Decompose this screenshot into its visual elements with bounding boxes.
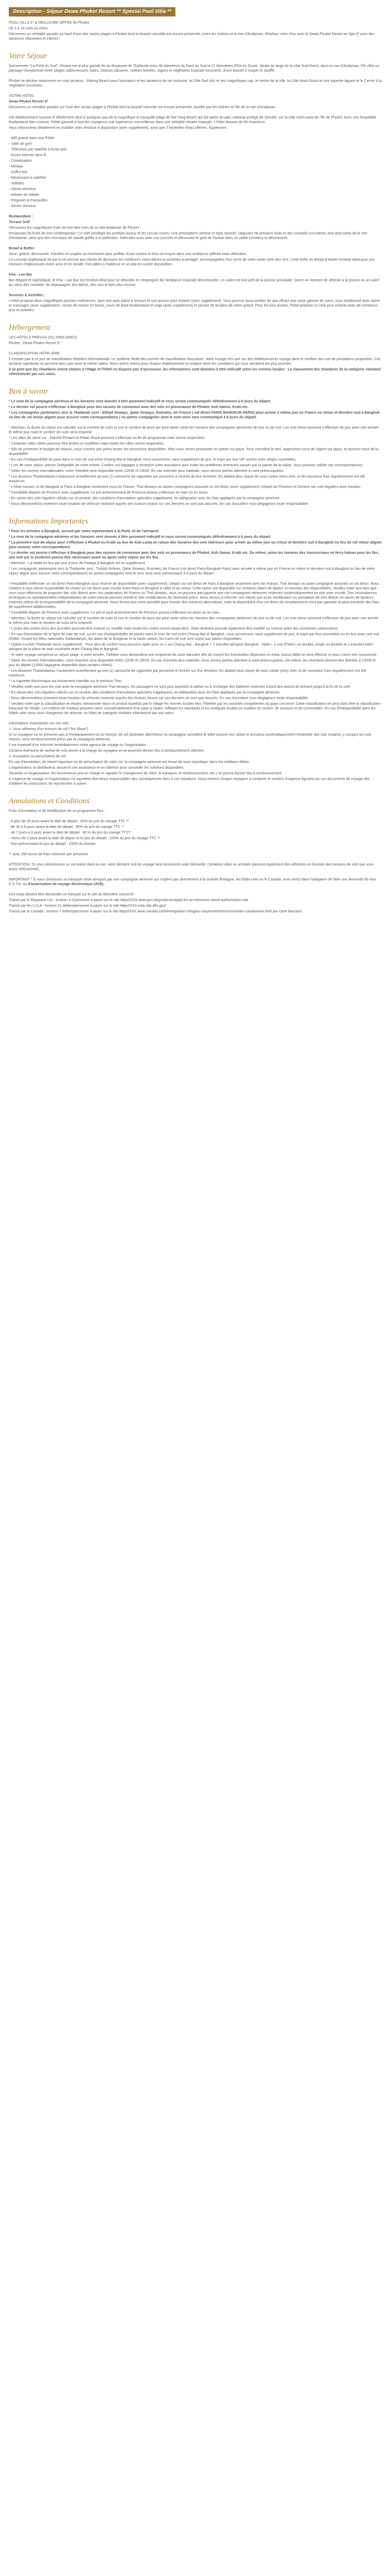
note-line: * Le nom de la compagnie aérienne et les horaires vont donnés à titre purement indicatif et vous seront communiqués définitivement à 8 jours du départ. xyxy=(9,400,271,403)
paragraph: Phuket se décline notamment en cinq secteurs : Patong Beach pour l'animation et les amateurs de vie nocturne, la Côte Sud chic et ses magnifiques cap, le centre de la ville, la Côte Nord-Ouest et une superbe lagune et le Centre à la végétation luxuriante. xyxy=(9,79,382,88)
section-votre-sejour xyxy=(9,64,382,313)
list-item: - Toilettes xyxy=(9,182,24,185)
attention-label: ATTENTION ! xyxy=(9,863,31,867)
section-annulations xyxy=(9,809,382,914)
paragraph: Bar élégant et sophistiqué, le Kha - Lao Bar est l'endroit idéal pour se détendre et s'imprégner de l'ambiance tropicale décontractée. Le cadre est tout prêt de la piscine principale. Dorez un moment de détente à la piscine ou un soleil au cœur des cocktails, du champagne, des bières, des vins et bien plus encore. xyxy=(9,279,380,287)
section-title-bon-a-savoir: Bon à savoir xyxy=(9,387,48,396)
cancellation-line: - Non-présentation le jour du départ : 100% du dossier xyxy=(9,842,96,846)
info-line: * Le dernier vol pourra s'effectuer à Bangkok pour des raisons de connexion avec des vols en provenance de Phuket, Koh Samui, Krabi etc. De même, selon les horaires des transversaux en ferry bateau pour les îles, une nuit sur le continent pourra être nécessaire avant ou après votre séjour sur les îles. xyxy=(9,551,379,560)
note-line: * L'hôtel suivant, et de Bangkok et Paris à Bangkok seulement vous Air France, Thaï Airways ou autres compagnies assurant un vol direct (avec supplément). Départ de Province et Genève sur vols réguliers avec escales. xyxy=(9,485,362,489)
paragraph: Découvrez les magnifiques fruits de mer des rives de la côte Andaman de Phuket ! xyxy=(9,226,141,230)
info-line: * Possibilité départs de Province avec supplément. Le pré et post acheminement de Province pourra s'effectuer en avion ou en train. xyxy=(9,611,221,615)
section-title-votre-sejour: Votre Séjour xyxy=(9,52,47,60)
flight-info-heading: Informations importantes sur vos vols : xyxy=(9,722,71,725)
section-title-hebergement: Hébergement xyxy=(9,324,51,332)
visa-link-uk[interactable]: Transit par le Royaume-Uni : environ 4 £/personne à payer sur le site https//XXX.www.gov.uk/guidance/apply-for-an-electronic-travel-authorisation-eta xyxy=(9,899,248,902)
paragraph-bold: Il se peut que les chambres soient situées à l'étage et l'hôtel ne dispose pas d'ascenseur, les informations sont données à titre indicatif selon les normes locales : Le classement des chambres de la catégorie standard sélectionnée par nos soins. xyxy=(9,368,381,376)
section-title-informations: Informations Importantes xyxy=(9,517,88,526)
list-item: - Sèche-cheveux xyxy=(9,205,36,208)
intro-line: POOL VILLA 5* & MEILLEURE OFFRE de Phuket xyxy=(9,21,89,25)
info-line: * Option Confort Thaïlande (avec supplément) : Pour plus de confort nous pouvons opter pour un 1 vol Chiang Mai - Bangkok + 1 transfert aéroport Bangkok - hôtel + 1 nuit d'hôtel ( en double, single ou double) et 1 transfert hôtel - aéroport de la place du train couchette entre Chiang Mai et Bangkok. xyxy=(9,643,376,651)
hotel-name: Dewa Phuket Resort 5* xyxy=(9,100,48,104)
note-line: * Nous déconseillons vivement toute location de véhicule motorisé auprès des loueurs locaux sur ces derniers ne sont pas assurés. En cas d'accident nous dégageons toute responsabilité. xyxy=(9,502,309,506)
list-item: - Nécessaire à café/thé xyxy=(9,176,46,180)
info-line: * Possibilité d'effectuer un vol direct Paris-Bangkok sous réserve de disponibilité (avec supplément). Départ sur vol direct de Paris à Bangkok seulement avec Air France, Thaï Airways ou autre compagnie assurant un vol direct. Nous mettons à tous clients la possibilité de choisir un vol direct avec escale entre Paris et Bangkok à l'aller et au retour. Cette option est disponible sur certaines dates de départ, en fonction des disponibilités. Veuillez noter que bien que nous nous efforcions de proposer des vols directs avec nos partenaires Air France ou Thaï Airways, nous ne pouvons pas garantir que ces compagnies aériennes resteront systématiquement en vols avec escale. Des circonstances techniques ou opérationnelles indépendantes de notre volonté peuvent entraîner des modifications de l'itinéraire prévu. Nous tenons à informer nos clients que toute modification ou annulation de vols directs en raison de facteurs externes relève de la responsabilité de la compagnie aérienne. Nous ferons tout notre possible pour trouver des solutions alternatives, mais la disponibilité d'un vol direct de remplacement n'est pas garantie et peut entraîner des frais de supplément additionnelles. xyxy=(9,582,379,609)
list-item: - Climatisation xyxy=(9,159,32,163)
note-line: * En raison des vols réguliers utilisés sur ce produit, des conditions d'annulation spéciales s'appliquent, en adéquation avec les frais appliqués par la compagnie aérienne. xyxy=(9,497,281,500)
important-bold: d'autorisation de voyage électronique (AVE). xyxy=(27,883,105,886)
info-line: * Veuillez noter que pour les vols avec la compagnie aérienne Thaï Airways, les passagers ne sont plus autorisés à utiliser ou à recharger des batteries externes à bord des avions de présent jusqu'à la fin de la volé. xyxy=(9,685,351,689)
list-item: - Wifi gratuit dans tout l'hôtel xyxy=(9,137,55,140)
flight-info-line: 1. Vous utiliserez d'un tronçon de vol ("No Show") xyxy=(9,727,88,731)
info-line: * Attention, la durée du séjour est calculée sur le nombre de nuits et non le nombre de jours qui peut varier selon les horaires des compagnies aériennes de jour ou de nuit. Les vols retour pourront s'effectuer de jour avec une arrivée le même jour mais le nombre de nuits sera respecté. xyxy=(9,617,379,625)
cancellation-intro: Frais d'annulation et de Modification de ce programme Flex : xyxy=(9,809,106,813)
info-line: * En cas d'annulation de la ligne de train de nuit, ou en cas d'indisponibilité de places dans le train de nuit entre Chiang Mai et Bangkok, nous assurerons, sans supplément de prix, le trajet par bus couchettes ou en bus avec une nuit d'hôtel. Durant les fêtes nationales thaïlandaises, les dates de la Songkran et la haute saison, les trains de nuit sont sujets aux places disponibles. xyxy=(9,633,379,641)
important-label: IMPORTANT ! xyxy=(9,878,32,882)
note-line: * Les douanes Thaïlandaises n'autorisent actuellement qu'une (1) cartouche de cigarettes par personne à l'entrée de leur territoire. En abattre plus risque de vous coûter (très) cher, et de nouveaux frais régulièrement ont été maximum. xyxy=(9,475,365,483)
list-item: - Accès Internet sans fil xyxy=(9,154,46,157)
intro-line: De 5 à 14 nuits au choix. xyxy=(9,27,49,30)
note-line: * Les compagnies partenaires vers la Thaïlande sont : Etihad Airways, Qatar Airways, Emirates, Air France ( vol direct PARIS BANGKOK-PARIS) pour arriver à même jour en France ou retour et dernière nuit à Bangkok ou lieu de vol retour aligner pour assurer votre correspondance ( ou autres compagnies dont le nom vous sera communiqué à 8 jours du départ. xyxy=(9,411,380,419)
info-line: * Nous déconseillons vivement toute location de véhicule motorisé auprès des loueurs locaux car ces derniers ne sont pas assurés. En cas d'accident nous dégageons toute responsabilité. xyxy=(9,697,309,700)
list-item: - Minibar xyxy=(9,165,23,168)
info-line: * Les douanes Thaïlandaises n'autorisent actuellement qu'une (1) cartouche de cigarettes par personne à l'entrée sur leur territoire. En abattre plus risque de vous coûter (très) cher, et de nouveaux frais régulièrement ont été maximum. xyxy=(9,669,366,677)
note-line: * Selon les normes internationales, votre chambre sera disponible entre 12h30 et 15h00. En cas d'arrivée plus matinale, nous serons parfois attentive à votre préoccupation. xyxy=(9,469,285,473)
note-line: * Afin de préserver le budget de chacun, nous n'avons pas prévu toutes les excursions disponibles, elles vous seront proposées en option sur place. Pour connaître le tarif, rapprochez-vous de l'agent sur place, et assurez-vous de la disponibilité. xyxy=(9,448,379,456)
paragraph: Servi, gratuit, découverte. Familles et couples se réunissent pour profiter d'une cuisine et d'un vin exquis dans une ambiance raffinée mais détendue. xyxy=(9,252,247,256)
info-line: * Selon les normes internationales, votre chambre sera disponible entre 12h30 et 15h00. En cas d'arrivée plus matinale, nous serons parfois attentive à votre préoccupation. De même, les chambres doivent être libérées à 12h00 le jour du départ (12h00 bagagerie disponible dans certains hôtels). xyxy=(9,659,376,667)
cancellation-line: - de 7 jours à 3 jours avant la date de départ : 90 % du prix du voyage TTC** xyxy=(9,831,132,835)
flight-info-line: Il n'agence de voyage ni l'organisateur ne sauraient être tenus responsables des conséquences liées à ces situations. Nous restons chaque voyageur à contacter le numéro d'urgence figurant sur ses documents de voyage afin d'obtenir les instructions de reprotection à suivre. xyxy=(9,777,370,786)
info-line: * La cigarette électronique est strictement interdite sur le territoire Thaï. xyxy=(9,680,123,683)
flight-info-line: En cas d'annulation, de retard important ou de perturbation de votre vol, la compagnie aérienne est tenue de vous reprotéger dans les meilleurs délais. xyxy=(9,760,250,764)
intro-line: Découvrez un véritable paradis au bord d'une des seules plages à Phuket dont la beauté naturelle est encore préservée, entre les rizières et la mer d'Andaman. Réalisez votre rêve avec le Dewa Phuket Resort en Spa 5* pour des vacances relaxantes et intimes ! xyxy=(9,32,374,41)
paragraph: Cet établissement luxueux et idéalement situé à quelques pas de la magnifique et tranquille plage de Nai Yang Beach qui fait partie du parc national protégé de Sirinath, sur la côte nord-ouest de l'île de Phuket. Avec son hospitalité thaïlandaise bien connue, l'hôtel garantit à tous les voyageurs une expérience merveilleuse dans une véritable retraite tropicale. L'hôtel dispose de 95 chambres. xyxy=(9,116,376,124)
info-line: * L'ordre des visites et/ou des journées pourront être inversé ou modifié mais toutes les visites seront respectées. Votre itinéraire pourrait également être modifié ou inversé selon les contraintes saisonnières. xyxy=(9,627,339,631)
info-line: * Si votre voyage comprend un séjour plage, à votre arrivée, l'hôtelier vous demandera une empreinte de carte bancaire afin de couvrir les éventuelles dépenses en extra. Aucun débit ne sera effectué si vous n'avez rien consommé. xyxy=(9,653,378,657)
list-item: - Salle de gym xyxy=(9,142,32,146)
cancellation-line: - A plus de 30 jours avant la date de départ : 60% du prix du voyage TTC ** xyxy=(9,820,129,823)
important-note xyxy=(9,877,382,887)
intro-block xyxy=(9,21,382,41)
paragraph: Vous séjournerez idéalement en mobilier avec terrasse à disposition (avec supplément), ainsi que 2 bouteilles d'eau offertes. Également : xyxy=(9,126,229,130)
note-line: * Certaines villes citées pourront être levées et modifiées mais toutes les villes seront respectées. xyxy=(9,442,165,446)
note-line: * Le dernier vol pourra s'effectuer à Bangkok pour des raisons de connexion avec des vols en provenance de Phuket, Koh Samui, Krabi etc. xyxy=(9,405,249,409)
section-informations xyxy=(9,529,382,786)
note-line: * Possibilité départs de Province avec supplément. Le pré acheminement de Province pourra s'effectuer en train ou en avion. xyxy=(9,491,209,495)
info-line: * Pour les arrivées à Bangkok, accueil par notre représentant à la Porte 10 de l'aéroport. xyxy=(9,530,159,533)
restaurant-heading: Restauration : xyxy=(9,215,34,218)
flight-info-line: Si un voyageur ne se présente pas à l'embarquement ou un tronçon de vol (itinéraire aller/retour) la compagnie considère le billet comme non utilisé et annulera systématiquement l'ensemble des vols restants, y compris les vols retours, sans remboursement prévu par la compagnie aérienne. xyxy=(9,733,371,741)
attention-text: Si vous sélectionnez un vol retour dans la nuit, votre dernière nuit de voyage sera recouverte votre demande. Certaines villes ou activités pourront également être affectées en fonction des horaires de vols que vous aurez sélectionnés. xyxy=(9,863,374,871)
attention-note xyxy=(9,862,382,872)
flight-info-line: Toutefois si l'organisateur, les fournisseurs pris en charge et signaler le changement de hôtel, le transport, le remboursement, etc.) ne pourra donner lieu à remboursement. xyxy=(9,772,283,775)
subheading: LES HÔTELS PRÉVUS (OU SIMILAIRES) xyxy=(9,336,77,340)
cancellation-footnote: ** avec 250 euros de frais minimum par personne xyxy=(9,853,88,856)
visa-links-heading: Ces visas doivent être demandés en français sur le site du Ministère concerné : xyxy=(9,893,136,896)
flight-info-line: 2. Annulation ou perturbation de vol xyxy=(9,755,66,758)
paragraph: Il n'existe pas à ce jour de classification hôtelière internationale. Le système étoilé des normes de classification françaises. Votre voyage très axé sur des établissements voyage dans le meilleur des cas de prestations proposées. Ces services standards ne peuvent donc pas avoir la même valeur. Nous avons retenu pour chaque établissement la notation dans les conditions qui nous semblent les plus proches. xyxy=(9,358,381,366)
section-hebergement xyxy=(9,335,382,377)
list-item: - Coffre-fort xyxy=(9,171,27,174)
flight-info-line: Certains éventuels de rachat de vols seront à la charge du voyageur et ne pourront donner lieu à remboursement ultérieur. xyxy=(9,749,205,753)
list-item: - Peignoirs & Pantoufles xyxy=(9,199,48,202)
cancellation-line: - de 30 à 8 jours avant la date de départ : 80% du prix du voyage TTC ** xyxy=(9,825,125,829)
section-bon-a-savoir xyxy=(9,399,382,506)
bar-heading: Kha - Lao Bar xyxy=(9,273,32,277)
subheading: CLASSIFICATION HÔTELIÈRE xyxy=(9,352,60,355)
paragraph: Découvrez un véritable paradis sur l'une des seules plages à Phuket dont la beauté naturelle est encore préservée, bordée par les rizières et l'île de la mer d'Andaman. xyxy=(9,106,276,109)
list-item: - Sèche-cheveux xyxy=(9,188,36,191)
info-line: * Attention : La totale en bus par jour à tous de Pattaya à Bangkok est en supplément. xyxy=(9,562,146,565)
paragraph: Surnommée "La Perle du Sud", Phuket est la plus grande île du Royaume de Thaïlande avec 48 kilomètres du Nord au Sud et 21 kilomètres d'Est en Ouest. Située au large de la côte Sud-Ouest, dans la mer d'Andaman, l'île offre un paysage exceptionnel entre plages sablonneuses, baies, falaises calcaires, collines boisées, lagons et végétation tropicale luxuriante, d'une beauté à couper le souffle. xyxy=(9,64,380,73)
note-line: * Les villes de Jaine sur : Marché Flottant et Palais Royal pourront s'effectuer en fin de programme mais seront respectées. xyxy=(9,436,206,440)
list-item: - Articles de toilette xyxy=(9,193,40,197)
restaurant-name: Terrace Grill xyxy=(9,221,30,224)
section-title-annulations: Annulations et Conditions xyxy=(9,797,90,805)
info-line: * Veuillez noter que la classification en étoiles mentionnée dans ce produit toutefois par le village les normes locales Moi, l'hôtelier par les autorités compétentes du pays concerné. Cette classification ne peut donc être la classification française de l'étoile. Les critères de notation peuvent varier considérablement d'un pays à l'autre, reflétant les standards et les pratiques locales en matière de confort, de services et de commodités. En cas d'indisponibilité dans les hôtels cités nous vous chargerons de réserver un hôtel de catégorie similaire sélectionné par nos soins. xyxy=(9,702,381,715)
paragraph: L'hôtel propose deux magnifiques piscines extérieures, dont une avec bains à remous et une piscine pour enfants (avec supplément). Vous pourrez aussi profiter du spa offrant une vaste gamme de soins, vous traditionnel avec bains et massages (avec supplément), centre de remise en forme, cours de boxe thaïlandaise et yoga (avec supplément) et service de location de vélos gratuit. Pour les plus jeunes, l'hôtel propose un club pour enfants avec de nombreux jeux et activités. xyxy=(9,299,380,312)
hotel-line: Phuket : Dewa Phuket Resort 5* xyxy=(9,342,61,345)
visa-link-usa[interactable]: Transit par les U.S.A : environ 21 dollars/personne à payer sur le site https//XXX.esta.cbp.dhs.gov/ xyxy=(9,904,167,908)
hotel-heading: VOTRE HÔTEL xyxy=(9,94,35,98)
flight-info-line: L'organisateur, le distributeur, assurent une assistance et un rôle/non pour conseiller les solutions disponibles. xyxy=(9,766,185,770)
page xyxy=(0,0,391,914)
visa-link-canada[interactable]: Transit par le Canada : environ 7 dollars/personne à payer sur le site https//XXX.www.canada.ca/fr/immigration-refugies-citoyennete/services/visiter-canada/ave.html par carte bancaire. xyxy=(9,910,303,913)
info-line: * La première nuit de séjour peut s'effectuer à Phuket ou Krabi au lieu de Koh Lanta en raison des horaires des vols intérieurs pour arriver au même jour ou retour et dernière nuit à Bangkok ou lieu de vol retour aligner pour assurer votre correspondance. xyxy=(9,541,382,549)
paragraph: Ce concept sophistiqué de bar-à-vin permet aux clients de découvrir les meilleures charcuteries et assiettes à partager, accompagnées d'un verre de votre vaste carte des vins. Cette boîte du Bread & Butter rendrait idéal pour vos réunions chaleureuses entre amis et en famille. Des pâtes à l'italienne et un plat-en-soirée disponibles. xyxy=(9,258,375,266)
amenities-list xyxy=(9,136,382,209)
info-line: * En raison des vols réguliers utilisés sur ce produit, des conditions d'annulation spéciales s'appliquent, en adéquation avec les frais appliqués par la compagnie aérienne. xyxy=(9,691,281,694)
list-item: - Télévision par satellite à écran plat xyxy=(9,148,67,151)
important-text: Si vous choisissez un transport entre aéroport par une compagnie aérienne qui n'opère pas directement à la Grande Bretagne, les États-Unis ou le Canada, vous serez dans l'obligation de faire une demande de visa E.S.T.A. ou xyxy=(9,878,376,886)
info-line: * Le nom de la compagnie aérienne et les horaires vont donnés à titre purement indicatif et vous seront communiqués définitivement à 8 jours du départ. xyxy=(9,535,271,539)
info-line: * Les compagnies partenaires vers la Thaïlande sont : Turkish Airlines, Qatar Airways, Emirates, Air France (vol direct Paris-Bangkok-Paris) avec arrivée à même jour en France ou retour et dernière nuit à Bangkok ou lieu de votre séjour aligné pour assurer votre correspondance) ou autres compagnies dont le nom vous sera communiqué à 8 jours du départ. xyxy=(9,567,375,575)
paragraph: Restaurant de fruits de mer contemporain ! Le chef privilégie les produits locaux et les circuits courts. Une atmosphère sereine et style raconté. Dégustez de précieux fruits et des cocktails succulents, tout droit sortis de la mer d'Andaman, ainsi que des morceaux de viande grillés à la perfection. Détendez-vous avec vos proches et découvrez le goût de l'océan dans un cadre lumineux et décontracté. xyxy=(9,232,368,240)
services-heading: Services & Activités : xyxy=(9,294,45,297)
cancellation-line: - moins de 2 jours avant la date de départ et le jour du départ : 100% du prix du voyage TTC ** xyxy=(9,837,160,840)
note-line: * Attention, la durée du séjour est calculée sur le nombre de nuits et non le nombre de jours qui peut varier selon les horaires des compagnies aériennes de jour ou de nuit. Les vols retour pourront s'effectuer de jour avec une arrivée le même jour mais le nombre de nuits sera respecté. xyxy=(9,426,379,434)
note-line: * En cas d'indisponibilité du pass dans le train de nuit entre Chiang Mai et Bangkok, nous assurerons, sans supplément de prix, le trajet par bus VIP confort avec sièges couchettes. xyxy=(9,458,297,462)
breakfast-heading: Bread & Butter xyxy=(9,247,35,250)
page-title-banner: Description - Séjour Dewa Phuket Resort ** Spécial Pool Villa ** xyxy=(9,7,175,16)
note-line: * Lors de votre séjour, prenez l'intégralité de votre entrée. Confiez vos bagages à réception votre assurance pour éviter les problèmes éventuels causés par la panne de la valise. Vous pourriez valider ces correspondances. xyxy=(9,464,364,467)
flight-info-line: Il est impératif d'en informer immédiatement notre agence de voyage ou l'organisation. xyxy=(9,743,147,747)
